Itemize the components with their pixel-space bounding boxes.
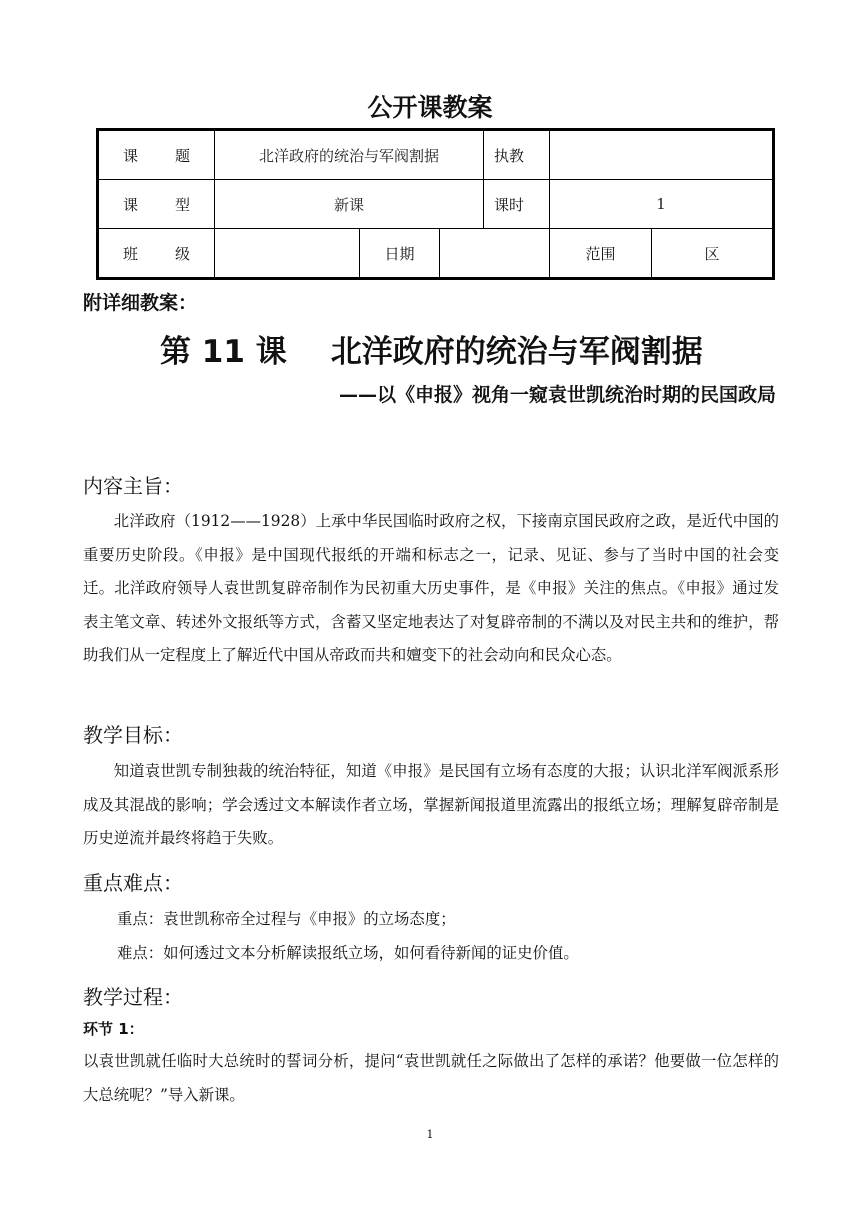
goals-paragraph: 知道袁世凯专制独裁的统治特征，知道《申报》是民国有立场有态度的大报；认识北洋军阀派系形成及其混战的影响；学会透过文本解读作者立场，掌握新闻报道里流露出的报纸立场；理解复辟帝制是历史逆流并最终将趋于失败。	[83, 762, 779, 848]
lesson-title-text: 北洋政府的统治与军阀割据	[330, 334, 703, 370]
document-title: 公开课教案	[367, 93, 493, 122]
date-label: 日期	[360, 229, 440, 279]
difficult-point-line: 难点：如何透过文本分析解读报纸立场，如何看待新闻的证史价值。	[117, 944, 579, 962]
lesson-heading	[160, 326, 703, 371]
lesson-info-table	[96, 128, 775, 280]
topic-label-char-2: 题	[174, 146, 190, 165]
date-value	[440, 229, 550, 279]
period-label: 课时	[484, 180, 550, 229]
step-1-text: 以袁世凯就任临时大总统时的誓词分析，提问“袁世凯就任之际做出了怎样的承诺？他要做一位怎样的大总统呢？”导入新课。	[83, 1052, 779, 1104]
scope-label: 范围	[550, 229, 652, 279]
type-label-char-2: 型	[174, 195, 190, 214]
key-points-heading: 重点难点：	[83, 871, 183, 895]
attachment-label: 附详细教案：	[83, 292, 198, 314]
goals-heading: 教学目标：	[83, 723, 183, 747]
table-row-topic	[98, 130, 774, 180]
scope-value: 区	[652, 229, 774, 279]
teacher-value	[550, 130, 774, 180]
class-label-char-2: 级	[174, 244, 190, 263]
table-row-type	[98, 180, 774, 229]
type-label-cell	[98, 180, 215, 229]
table-row-class	[98, 229, 774, 279]
class-label-char-1: 班	[123, 244, 139, 263]
teacher-label: 执教	[484, 130, 550, 180]
topic-value: 北洋政府的统治与军阀割据	[215, 130, 484, 180]
type-label-char-1: 课	[123, 195, 139, 214]
content-heading: 内容主旨：	[83, 474, 183, 498]
class-label-cell	[98, 229, 215, 279]
step-1-label: 环节 1：	[83, 1020, 144, 1038]
key-point-line: 重点：袁世凯称帝全过程与《申报》的立场态度；	[117, 910, 456, 928]
period-value: 1	[550, 180, 774, 229]
page-number: 1	[426, 1128, 434, 1141]
topic-label-char-1: 课	[123, 146, 139, 165]
topic-label-cell	[98, 130, 215, 180]
content-paragraph: 北洋政府（1912——1928）上承中华民国临时政府之权，下接南京国民政府之政，是近代中国的重要历史阶段。《申报》是中国现代报纸的开端和标志之一，记录、见证、参与了当时中国的社会变迁。北洋政府领导人袁世凯复辟帝制作为民初重大历史事件，是《申报》关注的焦点。《申报》通过发表主笔文章、转述外文报纸等方式，含蓄又坚定地表达了对复辟帝制的不满以及对民主共和的维护，帮助我们从一定程度上了解近代中国从帝政而共和嬗变下的社会动向和民众心态。	[83, 512, 779, 665]
lesson-subtitle: ——以《申报》视角一窥袁世凯统治时期的民国政局	[338, 384, 776, 406]
type-value: 新课	[215, 180, 484, 229]
process-heading: 教学过程：	[83, 985, 183, 1009]
class-value	[215, 229, 360, 279]
lesson-number: 第 11 课	[160, 334, 287, 370]
